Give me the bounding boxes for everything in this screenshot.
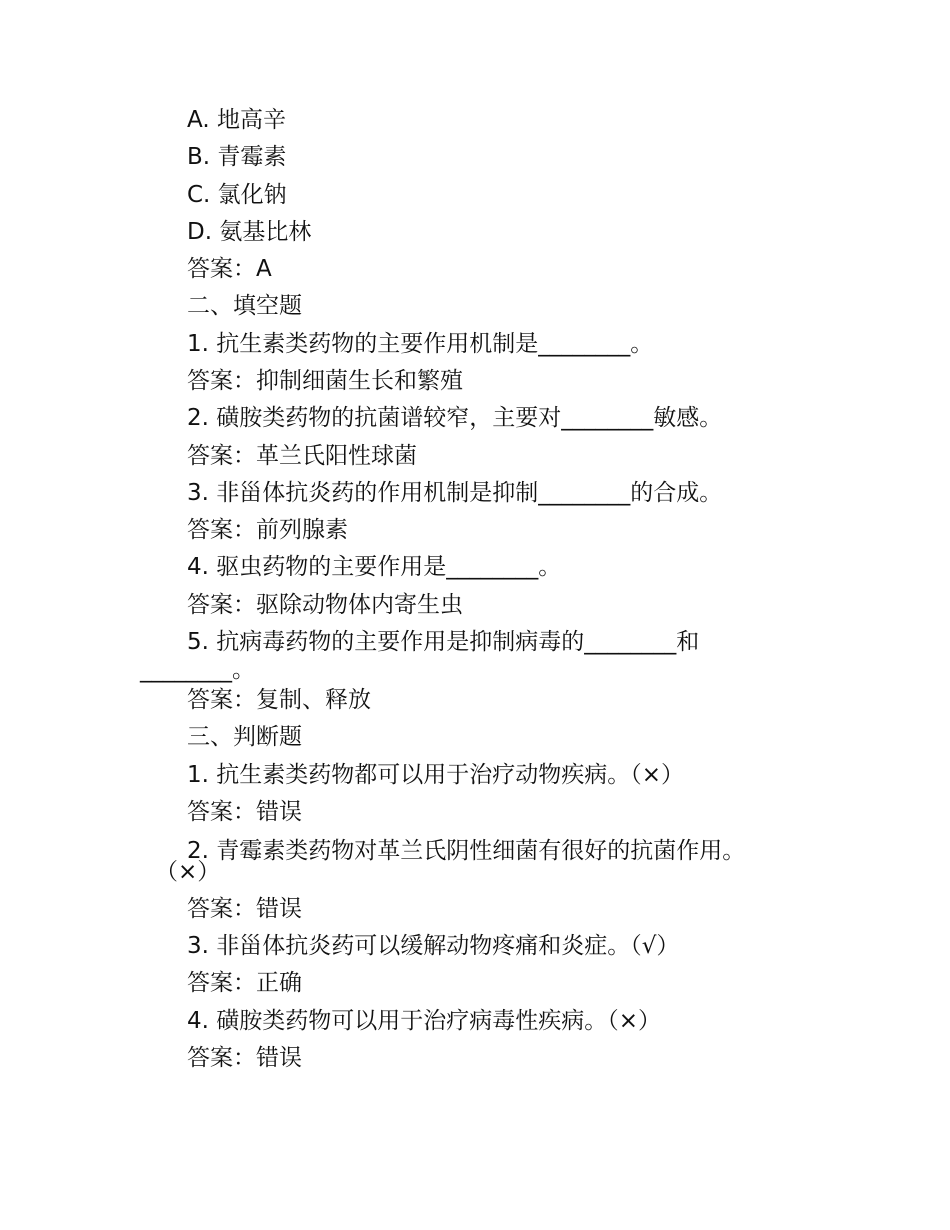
fill-question-5: 5. 抗病毒药物的主要作用是抑制病毒的________和: [187, 629, 700, 655]
fill-question-2: 2. 磺胺类药物的抗菌谱较窄，主要对________敏感。: [187, 405, 723, 431]
judge-question-1: 1. 抗生素类药物都可以用于治疗动物疾病。（×）: [187, 762, 685, 788]
fill-answer-1: 答案：抑制细菌生长和繁殖: [187, 368, 463, 394]
judge-answer-3: 答案：正确: [187, 970, 302, 996]
judge-question-2: 2. 青霉素类药物对革兰氏阴性细菌有很好的抗菌作用。: [187, 838, 746, 864]
fill-answer-4: 答案：驱除动物体内寄生虫: [187, 592, 463, 618]
judge-answer-4: 答案：错误: [187, 1045, 302, 1071]
option-d: D. 氨基比林: [187, 219, 312, 245]
section-title-true-false: 三、判断题: [187, 724, 302, 750]
option-c: C. 氯化钠: [187, 182, 287, 208]
section-title-fill-blank: 二、填空题: [187, 293, 302, 319]
fill-question-1: 1. 抗生素类药物的主要作用机制是________。: [187, 331, 654, 357]
fill-question-5-continued: ________。: [140, 657, 255, 683]
option-b: B. 青霉素: [187, 144, 287, 170]
judge-answer-2: 答案：错误: [187, 896, 302, 922]
judge-question-4: 4. 磺胺类药物可以用于治疗病毒性疾病。（×）: [187, 1008, 662, 1034]
mc-answer: 答案：A: [187, 256, 272, 282]
option-a: A. 地高辛: [187, 107, 286, 133]
judge-answer-1: 答案：错误: [187, 799, 302, 825]
fill-question-4: 4. 驱虫药物的主要作用是________。: [187, 554, 562, 580]
judge-question-2-continued: （×）: [155, 859, 221, 885]
fill-answer-3: 答案：前列腺素: [187, 517, 348, 543]
fill-question-3: 3. 非甾体抗炎药的作用机制是抑制________的合成。: [187, 480, 723, 506]
fill-answer-2: 答案：革兰氏阳性球菌: [187, 443, 417, 469]
judge-question-3: 3. 非甾体抗炎药可以缓解动物疼痛和炎症。（√）: [187, 933, 680, 959]
fill-answer-5: 答案：复制、释放: [187, 687, 371, 713]
